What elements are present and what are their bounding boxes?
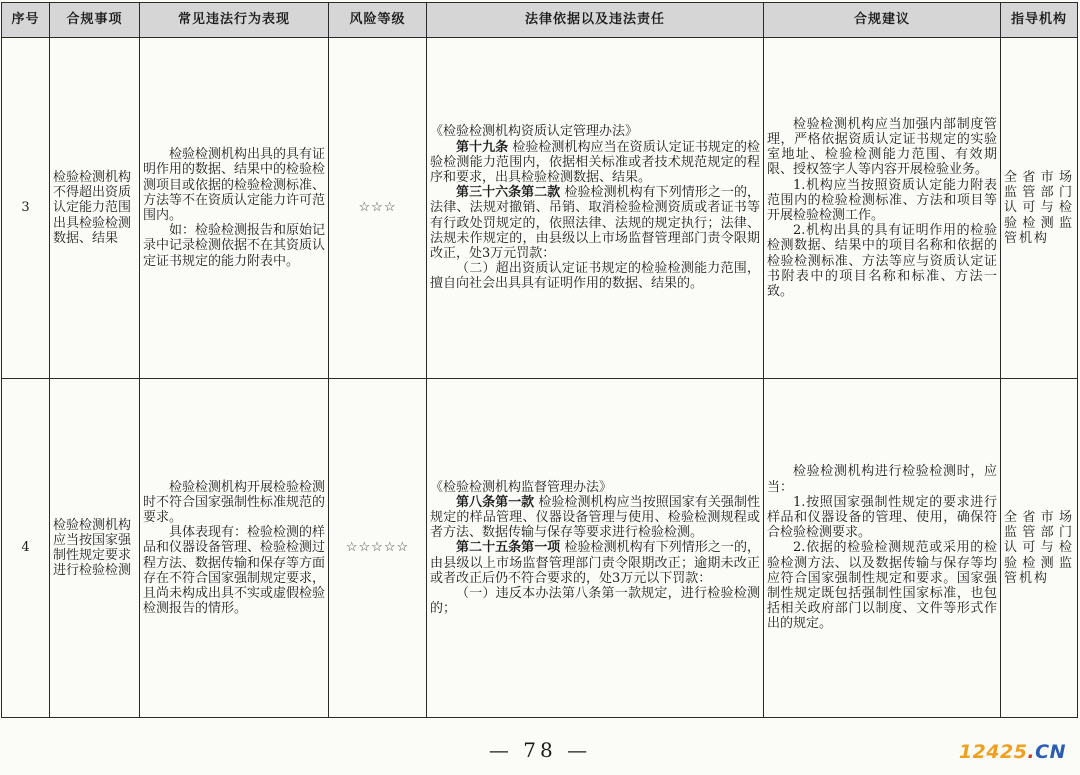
watermark-number: 12425 [958, 741, 1028, 763]
law-paragraph [430, 140, 760, 186]
compliance-table [1, 2, 1078, 718]
watermark-cn: CN [1035, 741, 1066, 763]
law-text: 检验检测机构应当按照国家有关强制性规定的样品管理、仪器设备管理与使用、检验检测规程或者方法、数据传输与保存等要求进行检验检测。 [430, 494, 760, 541]
law-paragraph: （二）超出资质认定证书规定的检验检测能力范围，擅自向社会出具具有证明作用的数据、结果的。 [430, 261, 760, 292]
table-row [2, 379, 1078, 718]
site-watermark [959, 741, 1066, 763]
serial-number: 3 [2, 38, 50, 379]
advice-paragraph: 1.按照国家强制性规定的要求进行样品和仪器设备的管理、使用，确保符合检验检测要求。 [767, 494, 997, 541]
risk-stars: ☆☆☆☆☆ [329, 379, 427, 718]
compliance-item: 检验检测机构不得超出资质认定能力范围出具检验检测数据、结果 [50, 38, 140, 379]
legal-basis [427, 38, 764, 379]
risk-stars: ☆☆☆ [329, 38, 427, 379]
header-advice: 合规建议 [764, 3, 1001, 38]
advice-paragraph: 检验检测机构应当加强内部制度管理，严格依据资质认定证书规定的实验室地址、检验检测能力范围、有效期限、授权签字人等内容开展检验业务。 [767, 116, 997, 178]
header-row [2, 3, 1078, 38]
law-paragraph: （一）违反本办法第八条第一款规定，进行检验检测的； [430, 586, 760, 617]
behavior-paragraph: 具体表现有：检验检测的样品和仪器设备管理、检验检测过程方法、数据传输和保存等方面存在不符合国家强制规定要求，且尚未构成出具不实或虚假检验检测报告的情形。 [143, 525, 326, 617]
law-title: 《检验检测机构监督管理办法》 [430, 479, 613, 495]
guidance-org: 全省市场监管部门认可与检验检测监管机构 [1001, 38, 1078, 379]
header-serial: 序号 [2, 3, 50, 38]
law-paragraph [430, 495, 760, 541]
watermark-dot: . [1027, 741, 1036, 763]
law-text: 检验检测机构有下列情形之一的，由县级以上市场监督管理部门责令限期改正；逾期未改正或者改正后仍不符合要求的，处3万元以下罚款： [430, 540, 760, 586]
behavior-paragraph: 检验检测机构出具的具有证明作用的数据、结果中的检验检测项目或依据的检验检测标准、方法等不在资质认定能力许可范围内。 [143, 147, 326, 223]
compliance-item: 检验检测机构应当按国家强制性规定要求进行检验检测 [50, 379, 140, 718]
advice-paragraph: 2.依据的检验检测规范或采用的检验检测方法、以及数据传输与保存等均应符合国家强制性规定和要求。国家强制性规定既包括强制性国家标准，也包括相关政府部门以制度、文件等形式作出的规定。 [767, 540, 997, 632]
compliance-advice [764, 379, 1001, 718]
header-risk: 风险等级 [329, 3, 427, 38]
serial-number: 4 [2, 379, 50, 718]
violation-behavior [140, 379, 329, 718]
legal-basis [427, 379, 764, 718]
law-article: 第八条第一款 [456, 494, 535, 510]
compliance-advice [764, 38, 1001, 379]
header-behavior: 常见违法行为表现 [140, 3, 329, 38]
law-article: 第三十六条第二款 [456, 185, 561, 201]
advice-paragraph: 2.机构出具的具有证明作用的检验检测数据、结果中的项目名称和依据的检验检测标准、方法等应与资质认定证书附表中的项目名称和标准、方法一致。 [767, 223, 997, 300]
law-paragraph [430, 185, 760, 261]
header-org: 指导机构 [1001, 3, 1078, 38]
table-row [2, 38, 1078, 379]
law-article: 第十九条 [456, 139, 509, 155]
behavior-paragraph: 检验检测机构开展检验检测时不符合国家强制性标准规范的要求。 [143, 479, 326, 525]
advice-paragraph: 检验检测机构进行检验检测时，应当： [767, 464, 997, 495]
header-law: 法律依据以及违法责任 [427, 3, 764, 38]
header-item: 合规事项 [50, 3, 140, 38]
violation-behavior [140, 38, 329, 379]
law-article: 第二十五条第一项 [456, 540, 561, 556]
law-paragraph [430, 540, 760, 586]
guidance-org: 全省市场监管部门认可与检验检测监管机构 [1001, 379, 1078, 718]
law-text: 检验检测机构应当在资质认定证书规定的检验检测能力范围内，依据相关标准或者技术规范规定的程序和要求，出具检验检测数据、结果。 [430, 139, 760, 185]
page-number: — 78 — [488, 738, 592, 762]
behavior-paragraph: 如：检验检测报告和原始记录中记录检测依据不在其资质认定证书规定的能力附表中。 [143, 223, 326, 269]
law-title: 《检验检测机构资质认定管理办法》 [430, 124, 639, 140]
law-text: 检验检测机构有下列情形之一的，法律、法规对撤销、吊销、取消检验检测资质或者证书等有行政处罚规定的，依照法律、法规的规定执行；法律、法规未作规定的，由县级以上市场监督管理部门责令限期改正，处3万元罚款： [430, 185, 760, 261]
advice-paragraph: 1.机构应当按照资质认定能力附表范围内的检验检测标准、方法和项目等开展检验检测工作。 [767, 177, 997, 223]
